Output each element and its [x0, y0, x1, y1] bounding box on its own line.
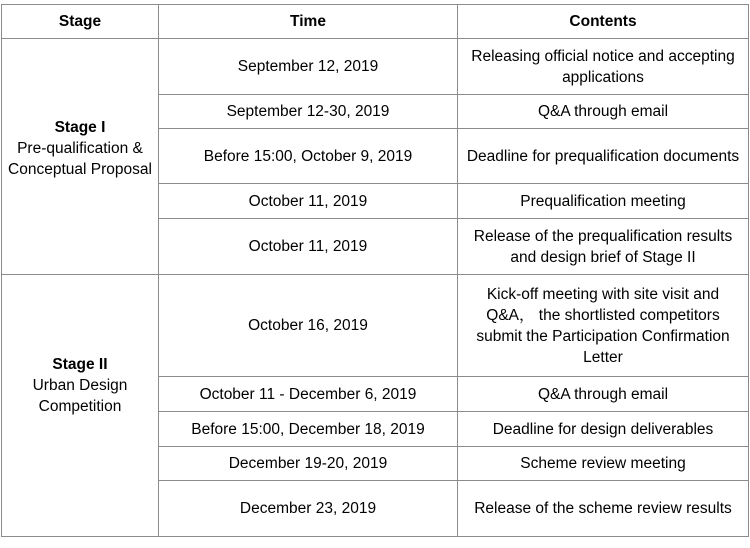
header-row: [2, 5, 749, 39]
contents-cell: Release of the scheme review results: [458, 481, 749, 537]
contents-cell: Kick-off meeting with site visit and Q&A， the shortlisted competitors submit the Participation Confirmation Letter: [458, 275, 749, 377]
time-cell: Before 15:00, December 18, 2019: [159, 412, 458, 447]
stage-name: Stage I: [54, 119, 106, 136]
stage-cell-stage-2: [2, 275, 159, 537]
time-cell: December 19-20, 2019: [159, 447, 458, 481]
stage-description: Pre-qualification & Conceptual Proposal: [8, 140, 152, 178]
header-stage: Stage: [2, 5, 159, 39]
time-cell: October 11, 2019: [159, 219, 458, 275]
contents-cell: Release of the prequalification results and design brief of Stage II: [458, 219, 749, 275]
schedule-table: [1, 4, 749, 537]
table-row: [2, 275, 749, 377]
stage-cell-stage-1: [2, 39, 159, 275]
contents-cell: Q&A through email: [458, 377, 749, 412]
contents-cell: Deadline for prequalification documents: [458, 129, 749, 184]
contents-cell: Deadline for design deliverables: [458, 412, 749, 447]
time-cell: Before 15:00, October 9, 2019: [159, 129, 458, 184]
contents-cell: Q&A through email: [458, 95, 749, 129]
time-cell: December 23, 2019: [159, 481, 458, 537]
time-cell: September 12, 2019: [159, 39, 458, 95]
time-cell: October 11 - December 6, 2019: [159, 377, 458, 412]
contents-cell: Releasing official notice and accepting applications: [458, 39, 749, 95]
time-cell: October 11, 2019: [159, 184, 458, 219]
header-contents: Contents: [458, 5, 749, 39]
time-cell: October 16, 2019: [159, 275, 458, 377]
stage-name: Stage II: [52, 356, 108, 373]
stage-description: Urban Design Competition: [32, 377, 128, 415]
contents-cell: Prequalification meeting: [458, 184, 749, 219]
header-time: Time: [159, 5, 458, 39]
contents-cell: Scheme review meeting: [458, 447, 749, 481]
time-cell: September 12-30, 2019: [159, 95, 458, 129]
table-row: [2, 39, 749, 95]
